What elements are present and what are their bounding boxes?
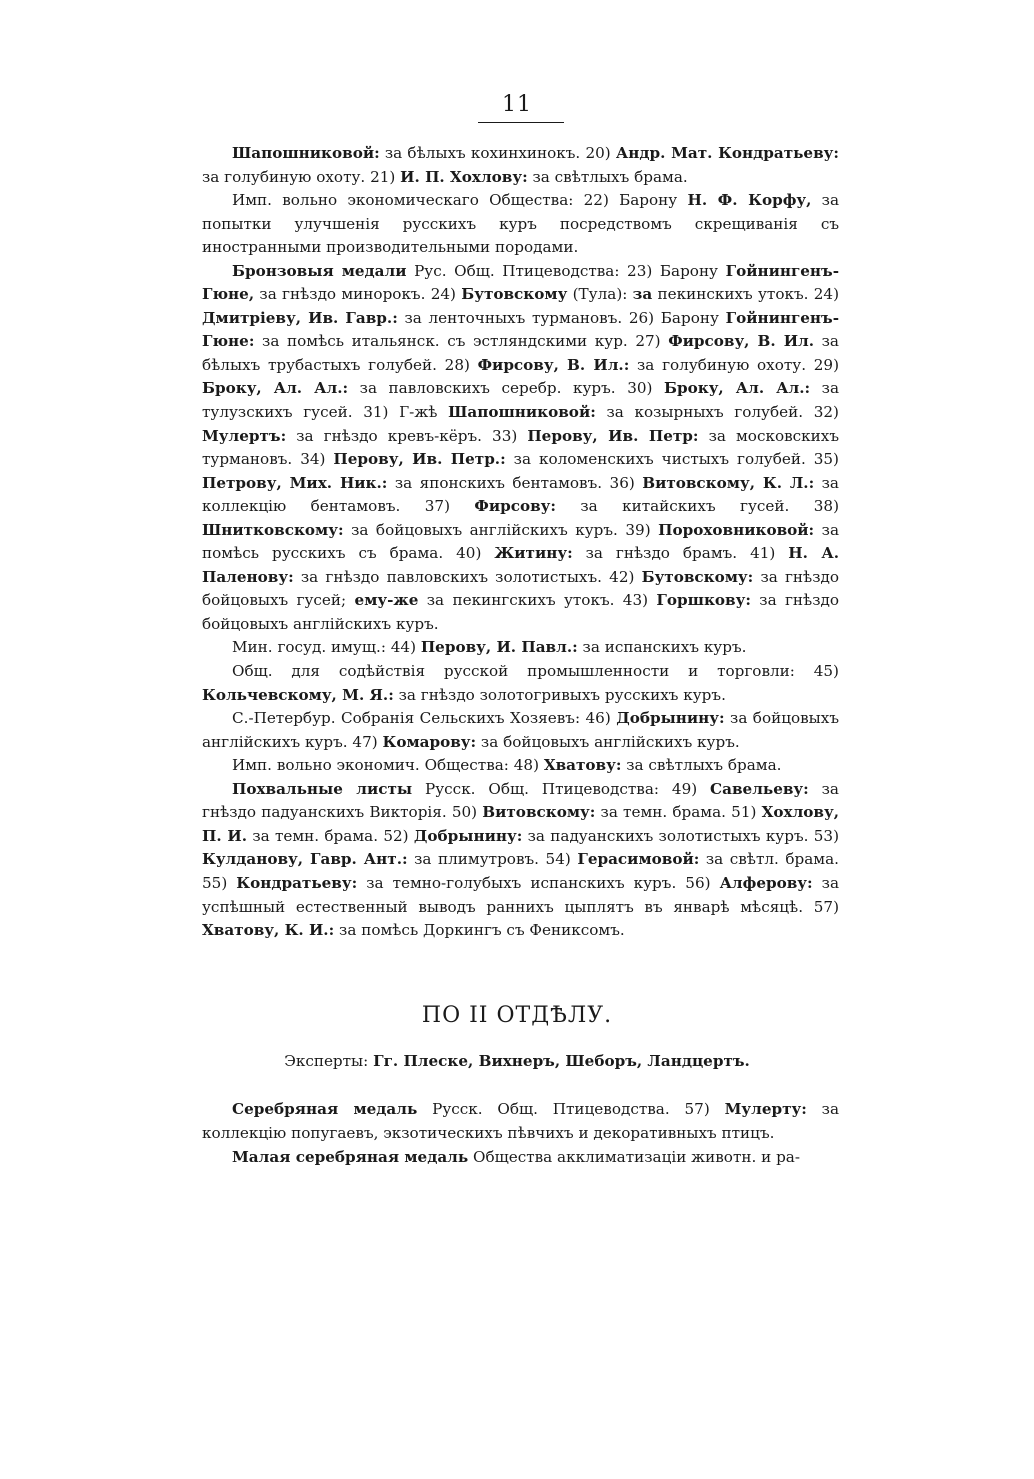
text-run: за свѣтлыхъ брама.: [621, 756, 782, 775]
bold-name: Шапошниковой:: [232, 144, 380, 162]
text-run: за бойцовыхъ англійскихъ куръ. 47): [202, 709, 839, 751]
text-run: за голубиную охоту. 21): [202, 167, 401, 186]
text-run: за плимутровъ. 54): [407, 850, 578, 869]
bold-name: Н. А. Паленову:: [202, 544, 840, 586]
text-run: Рус. Общ. Птицеводства: 23) Барону: [406, 261, 726, 280]
bold-name: Гойнингенъ-Гюне:: [202, 308, 839, 351]
awards-list-section-2: [202, 1097, 839, 1169]
text-run: Русск. Общ. Птицеводства: 49): [412, 779, 711, 798]
bold-name: Хохлову, П. И.: [202, 803, 839, 845]
text-run: за гнѣздо бойцовыхъ англійскихъ куръ.: [202, 591, 839, 633]
paragraph: [202, 660, 839, 707]
paragraph: [202, 260, 839, 637]
experts-names: Гг. Плеске, Вихнеръ, Шеборъ, Ландцертъ.: [373, 1052, 750, 1070]
text-run: (Тула):: [567, 285, 633, 304]
text-run: за коломенскихъ чистыхъ голубей. 35): [505, 450, 839, 469]
bold-name: Житину:: [494, 544, 573, 563]
text-run: за бойцовыхъ англійскихъ куръ. 39): [343, 520, 659, 539]
paragraph: [202, 636, 839, 660]
text-run: Общества акклиматизаціи животн. и ра-: [468, 1148, 800, 1166]
page-number: 11: [502, 92, 532, 117]
text-run: за японскихъ бентамовъ. 36): [387, 473, 643, 492]
text-run: за помѣсь русскихъ съ брама. 40): [202, 520, 840, 563]
bold-name: Н. Ф. Корфу,: [687, 191, 812, 210]
bold-name: Комарову:: [382, 732, 477, 751]
text-run: за павловскихъ серебр. куръ. 30): [348, 379, 665, 398]
bold-name: Малая серебряная медаль: [232, 1148, 469, 1166]
bold-name: Хватову:: [543, 756, 622, 775]
paragraph: [202, 1097, 839, 1145]
bold-name: Алферову:: [719, 873, 813, 892]
text-run: за московскихъ турмановъ. 34): [202, 426, 839, 469]
text-run: за гнѣздо золотогривыхъ русскихъ куръ.: [393, 685, 726, 704]
bold-name: Мулерту:: [724, 1100, 807, 1118]
bold-name: Фирсову, В. Ил.: [668, 332, 815, 351]
page-number-rule: [478, 122, 564, 123]
bold-name: Кулданову, Гавр. Ант.:: [202, 850, 408, 869]
text-run: за помѣсь итальянск. съ эстляндскими кур. 27): [254, 332, 669, 351]
text-run: за гнѣздо кревъ-кёръ. 33): [286, 426, 528, 445]
text-run: за пекингскихъ утокъ. 43): [418, 591, 657, 610]
bold-name: Добрынину:: [413, 826, 523, 845]
paragraph: [202, 754, 839, 778]
bold-name: Кольчевскому, М. Я.:: [202, 685, 394, 704]
text-run: за темн. брама. 52): [247, 826, 414, 845]
text-run: за голубиную охоту. 29): [629, 355, 840, 374]
bold-name: Витовскому, К. Л.:: [642, 473, 815, 492]
bold-name: Шапошниковой:: [448, 403, 596, 422]
bold-name: Броку, Ал. Ал.:: [664, 379, 811, 398]
text-run: за бѣлыхъ кохинхинокъ. 20): [379, 144, 616, 162]
bold-name: ему-же: [354, 591, 419, 610]
bold-name: Перову, Ив. Петр:: [527, 426, 699, 445]
text-run: Имп. вольно экономич. Общества: 48): [232, 756, 544, 775]
bold-name: Броку, Ал. Ал.:: [202, 379, 349, 398]
bold-name: Пороховниковой:: [658, 520, 815, 539]
bold-name: Андр. Мат. Кондратьеву:: [615, 144, 839, 162]
awards-list-section-1: [202, 142, 839, 943]
text-run: Мин. госуд. имущ.: 44): [232, 638, 421, 657]
text-run: за коллекцію попугаевъ, экзотическихъ пѣвчихъ и декоративныхъ птицъ.: [202, 1100, 839, 1142]
text-run: за успѣшный естественный выводъ раннихъ цыплятъ въ январѣ мѣсяцѣ. 57): [202, 873, 839, 916]
experts-label: Эксперты:: [284, 1052, 369, 1070]
text-run: пекинскихъ утокъ. 24): [652, 285, 839, 304]
text-run: за испанскихъ куръ.: [577, 638, 747, 657]
text-run: за гнѣздо бойцовыхъ гусей;: [202, 567, 839, 610]
bold-name: Хватову, К. И.:: [202, 921, 335, 940]
text-run: за ленточныхъ турмановъ. 26) Барону: [397, 308, 726, 327]
text-run: за падуанскихъ золотистыхъ куръ. 53): [522, 826, 840, 845]
bold-name: Серебряная медаль: [232, 1100, 418, 1118]
text-run: за попытки улучшенія русскихъ куръ посредствомъ скрещиванія съ иностранными производительными породами.: [202, 191, 839, 257]
text-run: Общ. для содѣйствія русской промышленности и торговли: 45): [232, 662, 839, 681]
text-run: за козырныхъ голубей. 32): [595, 403, 839, 422]
bold-name: Перову, И. Павл.:: [420, 638, 578, 657]
bold-name: И. П. Хохлову:: [400, 167, 528, 186]
text-run: за гнѣздо брамъ. 41): [572, 544, 789, 563]
bold-name: Добрынину:: [616, 709, 725, 728]
bold-name: Похвальные листы: [232, 779, 413, 798]
text-run: за тулузскихъ гусей. 31) Г-жѣ: [202, 379, 840, 422]
text-run: за помѣсь Доркингъ съ Фениксомъ.: [334, 921, 625, 940]
bold-name: Горшкову:: [656, 591, 751, 610]
text-run: Имп. вольно экономическаго Общества: 22) Барону: [232, 191, 688, 210]
text-run: за коллекцію бентамовъ. 37): [202, 473, 839, 516]
bold-name: Шнитковскому:: [202, 520, 344, 539]
bold-name: Дмитріеву, Ив. Гавр.:: [202, 308, 398, 327]
bold-name: Бутовскому:: [641, 567, 754, 586]
text-run: за темно-голубыхъ испанскихъ куръ. 56): [357, 873, 720, 892]
section-title: ПО II ОТДѢЛУ.: [421, 1003, 613, 1028]
text-run: за бойцовыхъ англійскихъ куръ.: [476, 732, 740, 751]
bold-name: Фирсову:: [474, 497, 556, 516]
bold-name: Перову, Ив. Петр.:: [333, 450, 506, 469]
text-run: за гнѣздо падуанскихъ Викторія. 50): [202, 779, 839, 822]
text-run: за свѣтлыхъ брама.: [527, 167, 688, 186]
text-run: С.-Петербур. Собранія Сельскихъ Хозяевъ: 46): [232, 709, 617, 728]
text-run: за гнѣздо минорокъ. 24): [254, 285, 462, 304]
paragraph: [202, 707, 839, 754]
bold-name: Гойнингенъ-Гюне,: [202, 261, 839, 304]
paragraph: [202, 778, 839, 943]
bold-name: Петрову, Мих. Ник.:: [202, 473, 388, 492]
text-run: за свѣтл. брама. 55): [202, 850, 840, 892]
text-run: за китайскихъ гусей. 38): [555, 497, 840, 516]
experts-line: [0, 1052, 1034, 1070]
text-run: за темн. брама. 51): [595, 803, 762, 822]
paragraph: [202, 189, 839, 260]
bold-name: Бронзовыя медали: [232, 261, 407, 280]
bold-name: Бутовскому: [461, 285, 568, 304]
bold-name: за: [632, 285, 653, 304]
bold-name: Фирсову, В. Ил.:: [477, 355, 630, 374]
bold-name: Мулертъ:: [202, 426, 287, 445]
text-run: за гнѣздо павловскихъ золотистыхъ. 42): [293, 567, 642, 586]
bold-name: Герасимовой:: [577, 850, 700, 869]
paragraph: [202, 1145, 839, 1169]
paragraph: [202, 142, 839, 189]
bold-name: Савельеву:: [710, 779, 809, 798]
bold-name: Витовскому:: [482, 803, 596, 822]
text-run: Русск. Общ. Птицеводства. 57): [417, 1100, 725, 1118]
bold-name: Кондратьеву:: [236, 873, 358, 892]
text-run: за бѣлыхъ трубастыхъ голубей. 28): [202, 332, 839, 374]
